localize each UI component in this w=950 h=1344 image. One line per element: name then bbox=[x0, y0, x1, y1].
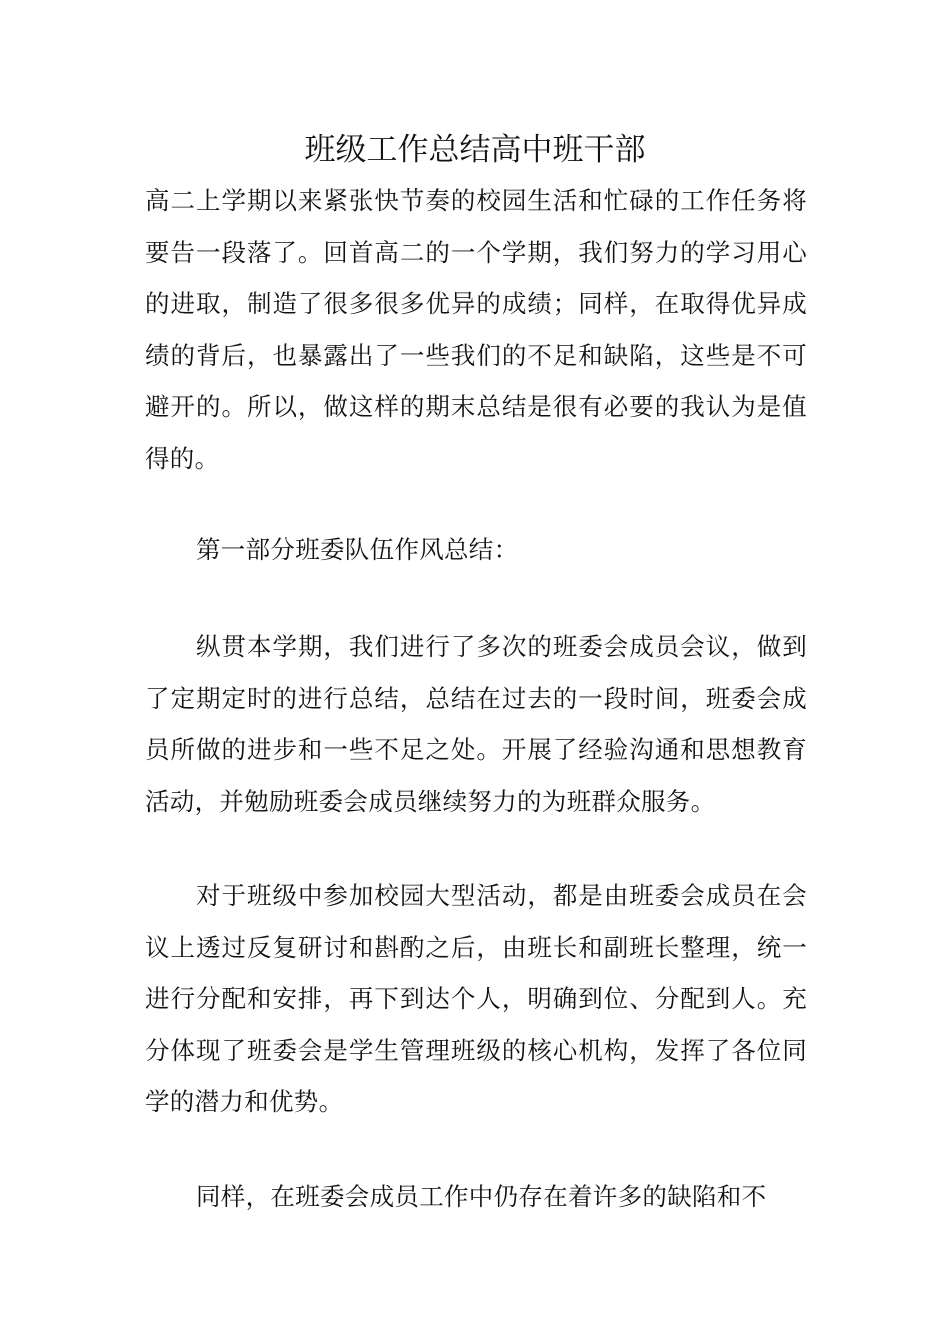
document-title: 班级工作总结高中班干部 bbox=[304, 132, 646, 168]
paragraph-shortcomings: 同样，在班委会成员工作中仍存在着许多的缺陷和不 bbox=[196, 1182, 767, 1211]
paragraph-activities: 对于班级中参加校园大型活动，都是由班委会成员在会议上透过反复研讨和斟酌之后，由班长和副班长整理，统一进行分配和安排，再下到达个人，明确到位、分配到人。充分体现了班委会是学生管理班级的核心机构，发挥了各位同学的潜力和优势。 bbox=[145, 881, 807, 1116]
paragraph-intro: 高二上学期以来紧张快节奏的校园生活和忙碌的工作任务将要告一段落了。回首高二的一个学期，我们努力的学习用心的进取，制造了很多很多优异的成绩；同样，在取得优异成绩的背后，也暴露出了一些我们的不足和缺陷，这些是不可避开的。所以，做这样的期末总结是很有必要的我认为是值得的。 bbox=[145, 186, 807, 473]
section-heading: 第一部分班委队伍作风总结： bbox=[196, 535, 519, 564]
paragraph-meetings: 纵贯本学期，我们进行了多次的班委会成员会议，做到了定期定时的进行总结，总结在过去的一段时间，班委会成员所做的进步和一些不足之处。开展了经验沟通和思想教育活动，并勉励班委会成员继续努力的为班群众服务。 bbox=[145, 632, 807, 816]
